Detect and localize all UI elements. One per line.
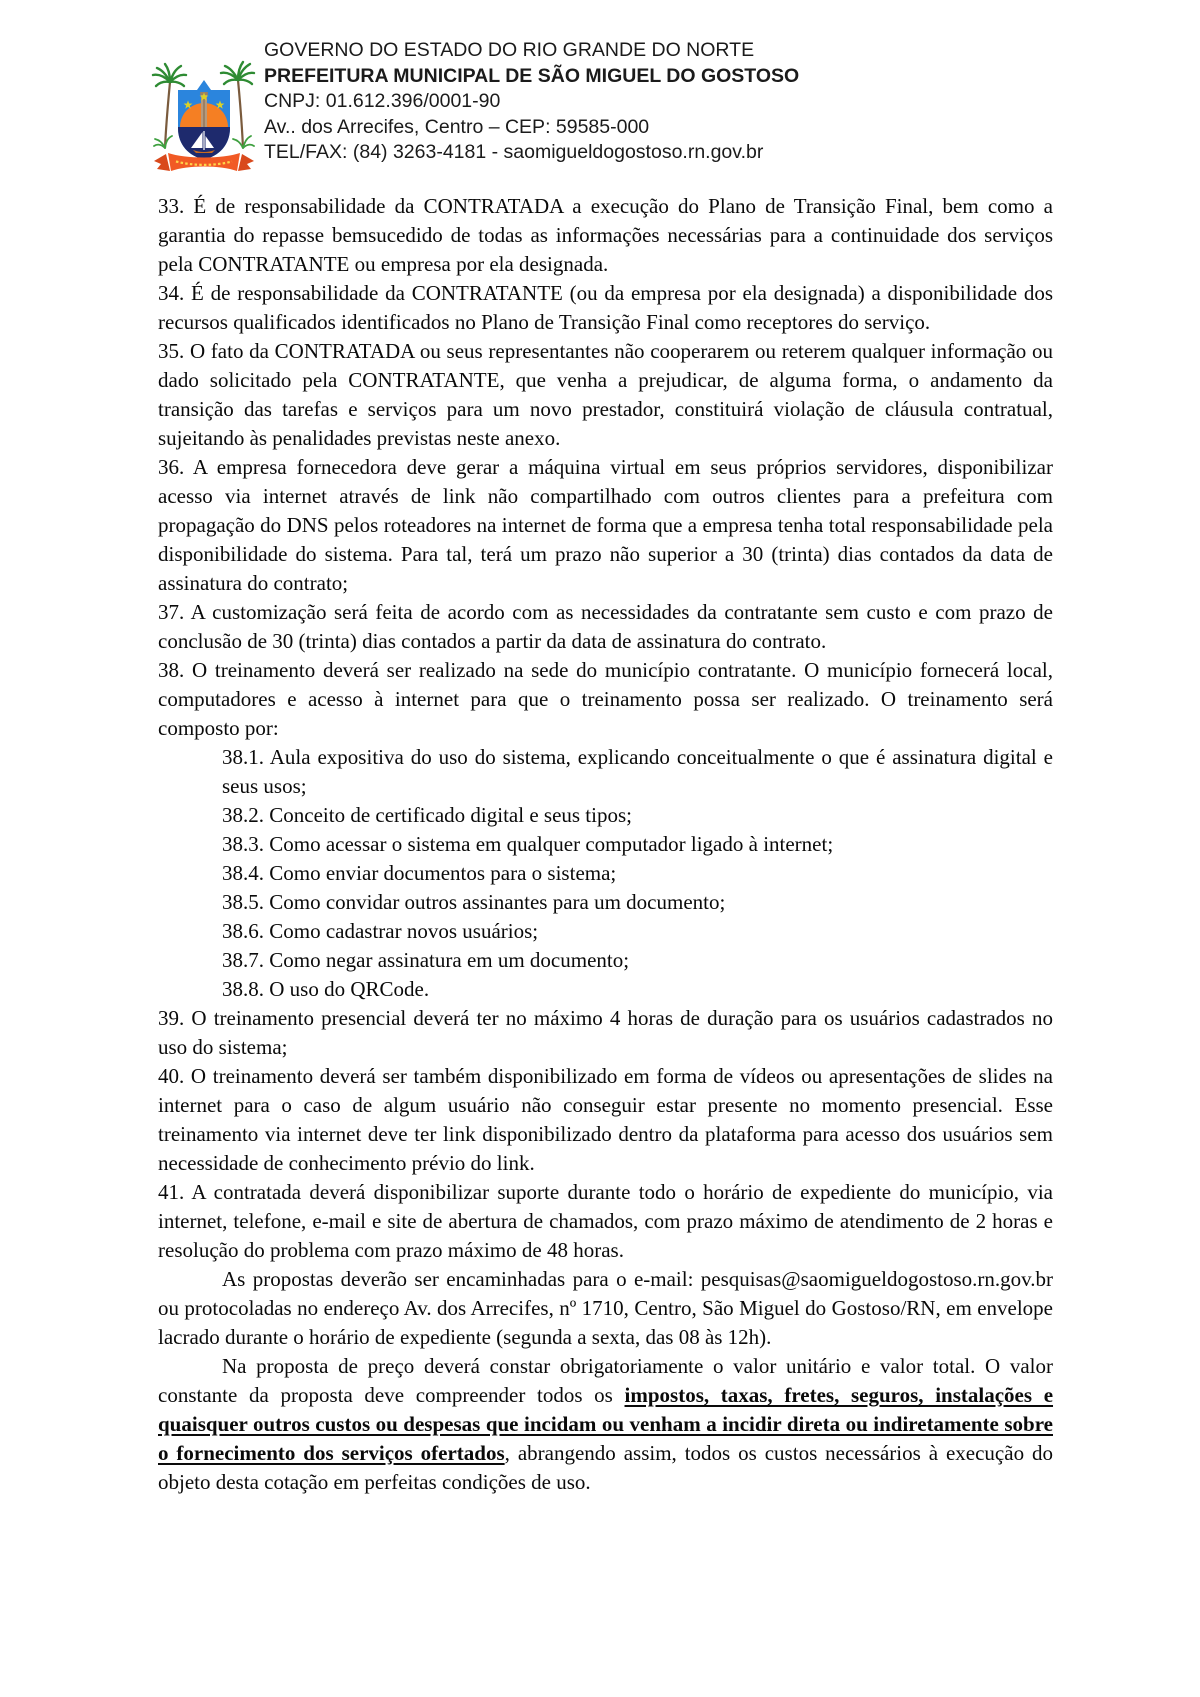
price-paragraph-emphasis: impostos, taxas, fretes, seguros, instalações e quaisquer outros custos ou despesas que incidam ou venham a incidir direta ou indiretamente sobre o fornecimento dos serviços ofertados	[158, 1383, 1054, 1465]
coat-of-arms-icon	[146, 28, 262, 180]
government-line: GOVERNO DO ESTADO DO RIO GRANDE DO NORTE	[264, 39, 755, 61]
price-proposal-paragraph	[158, 1352, 1053, 1497]
shield-icon	[176, 80, 232, 163]
proposals-paragraph: As propostas deverão ser encaminhadas para o e-mail: pesquisas@saomigueldogostoso.rn.gov.br ou protocoladas no endereço Av. dos Arrecifes, nº 1710, Centro, São Miguel do Gostoso/RN, em envelope lacrado durante o horário de expediente (segunda a sexta, das 08 às 12h).	[158, 1267, 1053, 1349]
coat-of-arms-logo	[146, 28, 262, 180]
clause-34: 34. É de responsabilidade da CONTRATANTE (ou da empresa por ela designada) a disponibilidade dos recursos qualificados identificados no Plano de Transição Final como receptores do serviço.	[158, 281, 1053, 334]
clause-36: 36. A empresa fornecedora deve gerar a máquina virtual em seus próprios servidores, disponibilizar acesso via internet através de link não compartilhado com outros clientes para a prefeitura com propagação do DNS pelos roteadores na internet de forma que a empresa tenha total responsabilidade pela disponibilidade do sistema. Para tal, terá um prazo não superior a 30 (trinta) dias contados da data de assinatura do contrato;	[158, 455, 1053, 595]
clause-38-4: 38.4. Como enviar documentos para o sistema;	[222, 861, 617, 885]
clause-40: 40. O treinamento deverá ser também disponibilizado em forma de vídeos ou apresentações de slides na internet para o caso de algum usuário não conseguir estar presente no momento presencial. Esse treinamento via internet deve ter link disponibilizado dentro da plataforma para acesso dos usuários sem necessidade de conhecimento prévio do link.	[158, 1064, 1053, 1175]
cnpj-line: CNPJ: 01.612.396/0001-90	[264, 90, 501, 113]
price-paragraph-pre: Na proposta de preço deverá constar obrigatoriamente o valor unitário e valor total. O valor constante da proposta deve compreender todos os	[158, 1354, 1053, 1407]
clause-39: 39. O treinamento presencial deverá ter no máximo 4 horas de duração para os usuários cadastrados no uso do sistema;	[158, 1006, 1053, 1059]
clause-37: 37. A customização será feita de acordo com as necessidades da contratante sem custo e com prazo de conclusão de 30 (trinta) dias contados a partir da data de assinatura do contrato.	[158, 600, 1053, 653]
clause-38-7: 38.7. Como negar assinatura em um documento;	[222, 948, 630, 972]
municipality-name: PREFEITURA MUNICIPAL DE SÃO MIGUEL DO GOSTOSO	[264, 64, 800, 87]
clause-38: 38. O treinamento deverá ser realizado na sede do município contratante. O município fornecerá local, computadores e acesso à internet para que o treinamento possa ser realizado. O treinamento será composto por:	[158, 658, 1053, 740]
clause-38-6: 38.6. Como cadastrar novos usuários;	[222, 919, 539, 943]
address-line: Av.. dos Arrecifes, Centro – CEP: 59585-000	[264, 115, 650, 138]
contact-line: TEL/FAX: (84) 3263-4181 - saomigueldogostoso.rn.gov.br	[264, 141, 764, 164]
clause-38-5: 38.5. Como convidar outros assinantes para um documento;	[222, 890, 726, 914]
clause-38-2: 38.2. Conceito de certificado digital e seus tipos;	[222, 803, 632, 827]
clause-38-3: 38.3. Como acessar o sistema em qualquer computador ligado à internet;	[222, 832, 834, 856]
clause-38-8: 38.8. O uso do QRCode.	[222, 977, 430, 1001]
clause-33: 33. É de responsabilidade da CONTRATADA a execução do Plano de Transição Final, bem como a garantia do repasse bemsucedido de todas as informações necessárias para a continuidade dos serviços pela CONTRATANTE ou empresa por ela designada.	[158, 194, 1053, 276]
letterhead-text	[264, 28, 799, 166]
clause-38-1: 38.1. Aula expositiva do uso do sistema, explicando conceitualmente o que é assinatura digital e seus usos;	[222, 745, 1053, 798]
clause-41: 41. A contratada deverá disponibilizar suporte durante todo o horário de expediente do município, via internet, telefone, e-mail e site de abertura de chamados, com prazo máximo de atendimento de 2 horas e resolução do problema com prazo máximo de 48 horas.	[158, 1180, 1053, 1262]
document-body	[158, 192, 1053, 1497]
clause-35: 35. O fato da CONTRATADA ou seus representantes não cooperarem ou reterem qualquer informação ou dado solicitado pela CONTRATANTE, que venha a prejudicar, de alguma forma, o andamento da transição das tarefas e serviços para um novo prestador, constituirá violação de cláusula contratual, sujeitando às penalidades previstas neste anexo.	[158, 339, 1053, 450]
letterhead	[146, 28, 799, 180]
price-paragraph-post: , abrangendo assim, todos os custos necessários à execução do objeto desta cotação em perfeitas condições de uso.	[158, 1441, 1053, 1494]
